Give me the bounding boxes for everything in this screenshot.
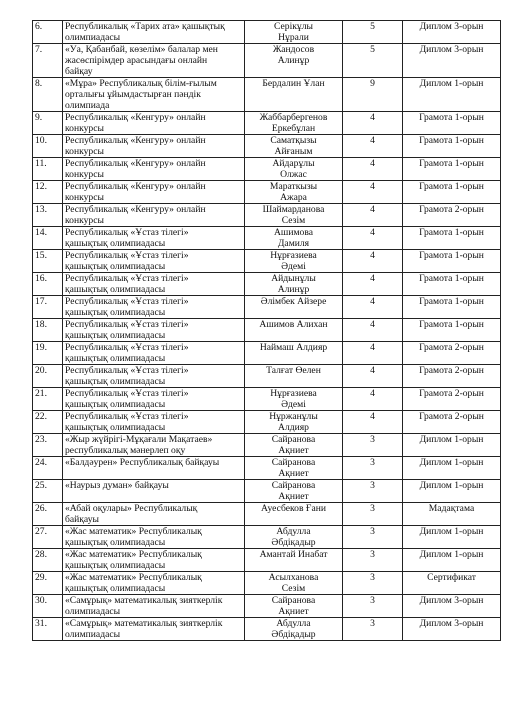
participant-name-cell xyxy=(245,273,343,296)
participant-name-text: Наймаш Алдияр xyxy=(259,342,328,353)
grade-cell xyxy=(343,21,403,44)
row-number-cell xyxy=(33,549,63,572)
event-name-cell xyxy=(63,21,245,44)
event-name-text: Республикалық «Ұстаз тілегі» қашықтық олимпиадасы xyxy=(65,411,189,433)
award-cell xyxy=(403,319,501,342)
results-table xyxy=(32,20,501,641)
award-text: Грамота 1-орын xyxy=(419,135,484,146)
row-number-cell xyxy=(33,78,63,112)
row-number-text: 31. xyxy=(35,618,47,629)
award-cell xyxy=(403,296,501,319)
row-number-text: 13. xyxy=(35,204,47,215)
event-name-text: «Уа, Қабанбай, көзелім» балалар мен жасөспірімдер арасындағы онлайн байқау xyxy=(65,44,218,77)
participant-name-cell xyxy=(245,595,343,618)
grade-text: 3 xyxy=(370,572,375,583)
table-row xyxy=(33,595,501,618)
participant-name-text: Талғат Өелен xyxy=(266,365,321,376)
award-cell xyxy=(403,618,501,641)
award-cell xyxy=(403,480,501,503)
participant-name-cell xyxy=(245,434,343,457)
participant-name-cell xyxy=(245,618,343,641)
table-row xyxy=(33,342,501,365)
table-row xyxy=(33,388,501,411)
award-text: Сертификат xyxy=(427,572,476,583)
event-name-text: Республикалық «Ұстаз тілегі» қашықтық олимпиадасы xyxy=(65,365,189,387)
row-number-cell xyxy=(33,503,63,526)
grade-cell xyxy=(343,44,403,78)
row-number-cell xyxy=(33,296,63,319)
grade-cell xyxy=(343,273,403,296)
participant-name-cell xyxy=(245,480,343,503)
grade-cell xyxy=(343,618,403,641)
row-number-text: 27. xyxy=(35,526,47,537)
participant-name-cell xyxy=(245,112,343,135)
award-cell xyxy=(403,112,501,135)
row-number-text: 14. xyxy=(35,227,47,238)
grade-text: 4 xyxy=(370,411,375,422)
participant-name-text: Шаймарданова Сезім xyxy=(262,204,325,226)
participant-name-cell xyxy=(245,135,343,158)
table-row xyxy=(33,112,501,135)
row-number-cell xyxy=(33,44,63,78)
row-number-cell xyxy=(33,434,63,457)
event-name-cell xyxy=(63,526,245,549)
row-number-text: 9. xyxy=(35,112,43,123)
award-text: Диплом 1-орын xyxy=(419,457,484,468)
participant-name-cell xyxy=(245,204,343,227)
row-number-cell xyxy=(33,250,63,273)
table-row xyxy=(33,365,501,388)
row-number-text: 26. xyxy=(35,503,47,514)
award-text: Диплом 1-орын xyxy=(419,480,484,491)
grade-text: 3 xyxy=(370,503,375,514)
participant-name-text: Бердалин Ұлан xyxy=(262,78,325,89)
table-row xyxy=(33,21,501,44)
award-text: Грамота 1-орын xyxy=(419,112,484,123)
grade-cell xyxy=(343,572,403,595)
grade-cell xyxy=(343,204,403,227)
row-number-text: 6. xyxy=(35,21,43,32)
event-name-text: Республикалық «Кенгуру» онлайн конкурсы xyxy=(65,158,206,180)
grade-text: 4 xyxy=(370,135,375,146)
award-cell xyxy=(403,158,501,181)
grade-cell xyxy=(343,411,403,434)
row-number-cell xyxy=(33,204,63,227)
row-number-text: 20. xyxy=(35,365,47,376)
event-name-cell xyxy=(63,503,245,526)
participant-name-cell xyxy=(245,365,343,388)
participant-name-text: Саматқызы Айғаным xyxy=(270,135,317,157)
event-name-text: «Жыр жүйрігі-Мұқағали Мақатаев» республикалық мәнерлеп оқу xyxy=(65,434,213,456)
grade-text: 3 xyxy=(370,595,375,606)
row-number-text: 24. xyxy=(35,457,47,468)
row-number-cell xyxy=(33,595,63,618)
participant-name-cell xyxy=(245,526,343,549)
event-name-text: Республикалық «Ұстаз тілегі» қашықтық олимпиадасы xyxy=(65,319,189,341)
table-row xyxy=(33,158,501,181)
participant-name-text: Ашимов Алихан xyxy=(259,319,328,330)
row-number-cell xyxy=(33,181,63,204)
row-number-cell xyxy=(33,342,63,365)
grade-text: 3 xyxy=(370,549,375,560)
event-name-cell xyxy=(63,388,245,411)
event-name-text: «Жас математик» Республикалық қашықтық олимпиадасы xyxy=(65,526,202,548)
event-name-text: Республикалық «Тарих ата» қашықтық олимпиадасы xyxy=(65,21,225,43)
award-text: Грамота 2-орын xyxy=(419,388,484,399)
event-name-cell xyxy=(63,78,245,112)
row-number-cell xyxy=(33,411,63,434)
award-text: Диплом 1-орын xyxy=(419,549,484,560)
award-text: Грамота 2-орын xyxy=(419,365,484,376)
grade-cell xyxy=(343,480,403,503)
row-number-text: 18. xyxy=(35,319,47,330)
row-number-cell xyxy=(33,480,63,503)
row-number-text: 29. xyxy=(35,572,47,583)
row-number-text: 10. xyxy=(35,135,47,146)
event-name-text: Республикалық «Ұстаз тілегі» қашықтық олимпиадасы xyxy=(65,388,189,410)
participant-name-text: Абдулла Әбдіқадыр xyxy=(271,526,316,548)
table-row xyxy=(33,411,501,434)
grade-text: 4 xyxy=(370,388,375,399)
award-text: Диплом 3-орын xyxy=(419,44,484,55)
grade-text: 3 xyxy=(370,434,375,445)
row-number-cell xyxy=(33,273,63,296)
participant-name-text: Ауесбеков Ғани xyxy=(261,503,326,514)
event-name-text: Республикалық «Ұстаз тілегі» қашықтық олимпиадасы xyxy=(65,227,189,249)
grade-text: 4 xyxy=(370,204,375,215)
participant-name-cell xyxy=(245,181,343,204)
event-name-text: «Мұра» Республикалық білім-ғылым орталығы ұйымдастырған пәндік олимпиада xyxy=(65,78,217,111)
event-name-text: Республикалық «Кенгуру» онлайн конкурсы xyxy=(65,112,206,134)
table-row xyxy=(33,273,501,296)
grade-text: 4 xyxy=(370,319,375,330)
participant-name-text: Сайранова Ақниет xyxy=(271,595,316,617)
award-cell xyxy=(403,526,501,549)
event-name-text: «Абай оқулары» Республикалық байқауы xyxy=(65,503,198,525)
event-name-text: «Жас математик» Республикалық қашықтық олимпиадасы xyxy=(65,549,202,571)
row-number-text: 17. xyxy=(35,296,47,307)
event-name-cell xyxy=(63,434,245,457)
participant-name-cell xyxy=(245,549,343,572)
award-text: Грамота 1-орын xyxy=(419,158,484,169)
table-row xyxy=(33,572,501,595)
grade-text: 4 xyxy=(370,181,375,192)
grade-cell xyxy=(343,319,403,342)
event-name-cell xyxy=(63,158,245,181)
award-text: Мадақтама xyxy=(428,503,475,514)
grade-cell xyxy=(343,181,403,204)
row-number-cell xyxy=(33,21,63,44)
award-text: Грамота 1-орын xyxy=(419,319,484,330)
table-row xyxy=(33,549,501,572)
event-name-cell xyxy=(63,44,245,78)
grade-text: 5 xyxy=(370,21,375,32)
grade-text: 9 xyxy=(370,78,375,89)
participant-name-text: Айдарұлы Олжас xyxy=(272,158,315,180)
row-number-text: 23. xyxy=(35,434,47,445)
award-text: Диплом 1-орын xyxy=(419,434,484,445)
event-name-text: Республикалық «Кенгуру» онлайн конкурсы xyxy=(65,135,206,157)
award-cell xyxy=(403,78,501,112)
grade-text: 4 xyxy=(370,296,375,307)
results-table-body xyxy=(33,21,501,641)
table-row xyxy=(33,227,501,250)
award-text: Грамота 1-орын xyxy=(419,296,484,307)
award-cell xyxy=(403,135,501,158)
grade-text: 4 xyxy=(370,342,375,353)
award-text: Грамота 1-орын xyxy=(419,181,484,192)
event-name-text: Республикалық «Ұстаз тілегі» қашықтық олимпиадасы xyxy=(65,296,189,318)
event-name-text: Республикалық «Ұстаз тілегі» қашықтық олимпиадасы xyxy=(65,342,189,364)
event-name-text: Республикалық «Ұстаз тілегі» қашықтық олимпиадасы xyxy=(65,250,189,272)
participant-name-cell xyxy=(245,319,343,342)
event-name-text: Республикалық «Кенгуру» онлайн конкурсы xyxy=(65,204,206,226)
event-name-cell xyxy=(63,365,245,388)
event-name-cell xyxy=(63,135,245,158)
grade-text: 4 xyxy=(370,112,375,123)
row-number-text: 21. xyxy=(35,388,47,399)
award-text: Диплом 3-орын xyxy=(419,595,484,606)
grade-text: 3 xyxy=(370,457,375,468)
table-row xyxy=(33,503,501,526)
participant-name-text: Нұрғазиева Әдемі xyxy=(270,388,317,410)
event-name-text: «Самұрық» математикалық зияткерлік олимпиадасы xyxy=(65,595,223,617)
table-row xyxy=(33,296,501,319)
participant-name-cell xyxy=(245,158,343,181)
award-cell xyxy=(403,411,501,434)
participant-name-text: Асылханова Сезім xyxy=(268,572,319,594)
participant-name-cell xyxy=(245,78,343,112)
row-number-cell xyxy=(33,319,63,342)
participant-name-text: Нұрғазиева Әдемі xyxy=(270,250,317,272)
participant-name-text: Амантай Инабат xyxy=(259,549,328,560)
grade-text: 4 xyxy=(370,250,375,261)
event-name-text: «Балдәурен» Республикалық байқауы xyxy=(65,457,220,468)
row-number-text: 22. xyxy=(35,411,47,422)
event-name-cell xyxy=(63,227,245,250)
event-name-cell xyxy=(63,480,245,503)
grade-cell xyxy=(343,434,403,457)
grade-text: 5 xyxy=(370,44,375,55)
award-cell xyxy=(403,365,501,388)
row-number-cell xyxy=(33,457,63,480)
row-number-cell xyxy=(33,388,63,411)
grade-text: 4 xyxy=(370,158,375,169)
award-text: Грамота 1-орын xyxy=(419,250,484,261)
row-number-text: 15. xyxy=(35,250,47,261)
table-row xyxy=(33,204,501,227)
participant-name-text: Мараткызы Ажара xyxy=(269,181,318,203)
grade-cell xyxy=(343,135,403,158)
award-cell xyxy=(403,457,501,480)
row-number-cell xyxy=(33,365,63,388)
participant-name-cell xyxy=(245,250,343,273)
participant-name-cell xyxy=(245,457,343,480)
event-name-cell xyxy=(63,342,245,365)
award-cell xyxy=(403,21,501,44)
table-row xyxy=(33,181,501,204)
award-cell xyxy=(403,388,501,411)
grade-text: 4 xyxy=(370,227,375,238)
participant-name-text: Жаббарбергенов Еркебұлан xyxy=(259,112,328,134)
event-name-cell xyxy=(63,457,245,480)
award-cell xyxy=(403,342,501,365)
participant-name-cell xyxy=(245,503,343,526)
event-name-cell xyxy=(63,319,245,342)
award-text: Грамота 2-орын xyxy=(419,411,484,422)
participant-name-text: Жандосов Алинұр xyxy=(272,44,315,66)
participant-name-text: Әлімбек Айзере xyxy=(260,296,327,307)
grade-cell xyxy=(343,227,403,250)
row-number-text: 28. xyxy=(35,549,47,560)
grade-text: 4 xyxy=(370,365,375,376)
event-name-cell xyxy=(63,572,245,595)
row-number-cell xyxy=(33,112,63,135)
row-number-cell xyxy=(33,526,63,549)
grade-cell xyxy=(343,112,403,135)
award-text: Грамота 2-орын xyxy=(419,204,484,215)
row-number-text: 25. xyxy=(35,480,47,491)
award-cell xyxy=(403,181,501,204)
grade-text: 4 xyxy=(370,273,375,284)
grade-cell xyxy=(343,78,403,112)
table-row xyxy=(33,44,501,78)
participant-name-text: Айдынұлы Алинұр xyxy=(271,273,316,295)
event-name-cell xyxy=(63,250,245,273)
participant-name-text: Нұржанұлы Алдияр xyxy=(269,411,318,433)
participant-name-cell xyxy=(245,342,343,365)
event-name-text: Республикалық «Кенгуру» онлайн конкурсы xyxy=(65,181,206,203)
table-row xyxy=(33,250,501,273)
participant-name-text: Сайранова Ақниет xyxy=(271,434,316,456)
event-name-cell xyxy=(63,273,245,296)
table-row xyxy=(33,135,501,158)
award-text: Диплом 1-орын xyxy=(419,78,484,89)
row-number-text: 11. xyxy=(35,158,47,169)
award-text: Диплом 3-орын xyxy=(419,21,484,32)
participant-name-cell xyxy=(245,21,343,44)
table-row xyxy=(33,434,501,457)
participant-name-text: Серікұлы Нұрали xyxy=(274,21,313,43)
table-row xyxy=(33,457,501,480)
award-cell xyxy=(403,204,501,227)
grade-cell xyxy=(343,342,403,365)
grade-cell xyxy=(343,457,403,480)
event-name-text: «Наурыз думан» байқауы xyxy=(65,480,169,491)
participant-name-cell xyxy=(245,411,343,434)
award-cell xyxy=(403,595,501,618)
participant-name-cell xyxy=(245,572,343,595)
row-number-text: 8. xyxy=(35,78,43,89)
row-number-cell xyxy=(33,135,63,158)
award-text: Грамота 1-орын xyxy=(419,227,484,238)
row-number-cell xyxy=(33,618,63,641)
table-row xyxy=(33,618,501,641)
grade-cell xyxy=(343,503,403,526)
row-number-cell xyxy=(33,158,63,181)
grade-cell xyxy=(343,388,403,411)
event-name-text: Республикалық «Ұстаз тілегі» қашықтық олимпиадасы xyxy=(65,273,189,295)
award-cell xyxy=(403,572,501,595)
event-name-cell xyxy=(63,112,245,135)
event-name-cell xyxy=(63,204,245,227)
table-row xyxy=(33,480,501,503)
grade-cell xyxy=(343,296,403,319)
participant-name-text: Сайранова Ақниет xyxy=(271,480,316,502)
row-number-cell xyxy=(33,572,63,595)
event-name-cell xyxy=(63,595,245,618)
event-name-cell xyxy=(63,411,245,434)
grade-cell xyxy=(343,526,403,549)
grade-text: 3 xyxy=(370,480,375,491)
row-number-text: 12. xyxy=(35,181,47,192)
award-cell xyxy=(403,503,501,526)
grade-cell xyxy=(343,595,403,618)
event-name-cell xyxy=(63,549,245,572)
award-cell xyxy=(403,44,501,78)
event-name-text: «Жас математик» Республикалық қашықтық олимпиадасы xyxy=(65,572,202,594)
event-name-cell xyxy=(63,618,245,641)
row-number-text: 16. xyxy=(35,273,47,284)
row-number-cell xyxy=(33,227,63,250)
grade-text: 3 xyxy=(370,618,375,629)
award-cell xyxy=(403,549,501,572)
participant-name-cell xyxy=(245,388,343,411)
award-cell xyxy=(403,434,501,457)
award-cell xyxy=(403,227,501,250)
participant-name-text: Абдулла Әбдіқадыр xyxy=(271,618,316,640)
event-name-text: «Самұрық» математикалық зияткерлік олимпиадасы xyxy=(65,618,223,640)
event-name-cell xyxy=(63,181,245,204)
row-number-text: 30. xyxy=(35,595,47,606)
participant-name-cell xyxy=(245,44,343,78)
grade-cell xyxy=(343,250,403,273)
award-cell xyxy=(403,273,501,296)
award-text: Диплом 3-орын xyxy=(419,618,484,629)
award-text: Грамота 1-орын xyxy=(419,273,484,284)
award-text: Грамота 2-орын xyxy=(419,342,484,353)
table-row xyxy=(33,526,501,549)
participant-name-cell xyxy=(245,296,343,319)
row-number-text: 19. xyxy=(35,342,47,353)
event-name-cell xyxy=(63,296,245,319)
participant-name-text: Сайранова Ақниет xyxy=(271,457,316,479)
award-cell xyxy=(403,250,501,273)
award-text: Диплом 1-орын xyxy=(419,526,484,537)
grade-cell xyxy=(343,365,403,388)
row-number-text: 7. xyxy=(35,44,43,55)
grade-text: 3 xyxy=(370,526,375,537)
table-row xyxy=(33,78,501,112)
participant-name-text: Ашимова Дамиля xyxy=(274,227,313,249)
participant-name-cell xyxy=(245,227,343,250)
grade-cell xyxy=(343,549,403,572)
table-row xyxy=(33,319,501,342)
grade-cell xyxy=(343,158,403,181)
